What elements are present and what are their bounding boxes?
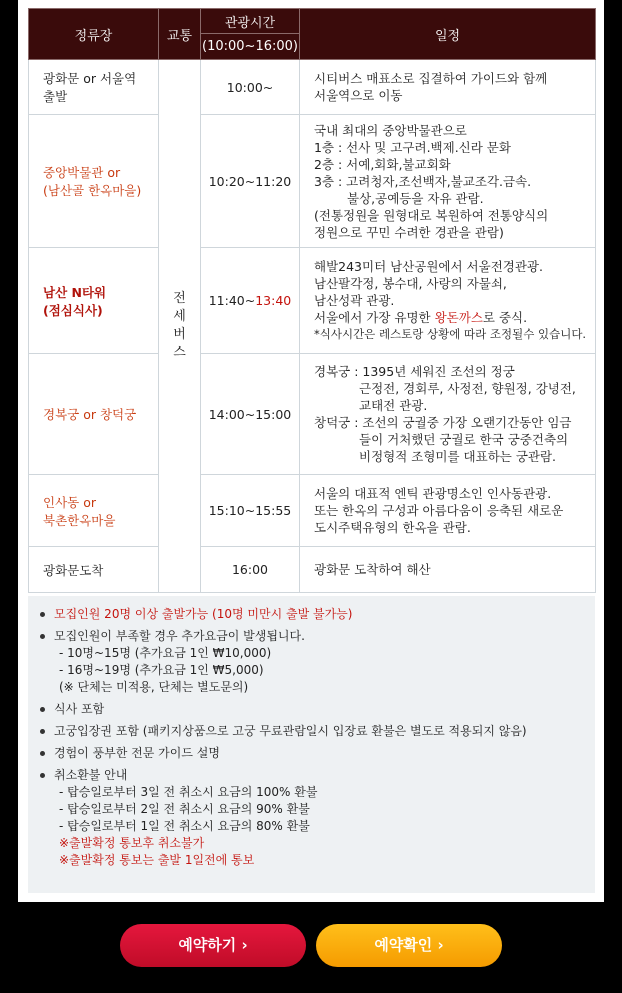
table-row <box>29 60 596 115</box>
header-stop: 정류장 <box>29 9 159 60</box>
note-guide: 경험이 풍부한 전문 가이드 설명 <box>54 745 595 762</box>
time-cell: 10:20~11:20 <box>201 115 300 248</box>
schedule-panel <box>18 0 604 902</box>
check-reservation-button[interactable]: 예약확인 › <box>316 924 502 967</box>
book-button[interactable]: 예약하기 › <box>120 924 306 967</box>
table-row <box>29 115 596 248</box>
stop-cell: 경복궁 or 창덕궁 <box>29 354 159 475</box>
stop-cell: 인사동 or 북촌한옥마을 <box>29 475 159 547</box>
stop-cell: 광화문도착 <box>29 547 159 593</box>
header-time: 관광시간 <box>201 9 300 34</box>
desc-cell: 시티버스 매표소로 집결하여 가이드와 함께 서울역으로 이동 <box>300 60 596 115</box>
notes-box <box>28 596 595 893</box>
time-cell: 14:00~15:00 <box>201 354 300 475</box>
table-row <box>29 547 596 593</box>
time-cell: 15:10~15:55 <box>201 475 300 547</box>
note-min-people: 모집인원 20명 이상 출발가능 (10명 미만시 출발 불가능) <box>54 606 595 623</box>
stop-cell: 중앙박물관 or (남산골 한옥마을) <box>29 115 159 248</box>
desc-cell: 경복궁 : 1395년 세워진 조선의 정궁 근정전, 경회루, 사정전, 향원정, 강녕전, 교태전 관광. 창덕궁 : 조선의 궁궐중 가장 오랜기간동안 임금 들이 거처했던 궁궐로 한국 궁중건축의 비정형적 조형미를 대표하는 궁관람. <box>300 354 596 475</box>
table-row <box>29 354 596 475</box>
desc-cell: 국내 최대의 중앙박물관으로 1층 : 선사 및 고구려.백제.신라 문화 2층 : 서예,회화,불교회화 3층 : 고려청자,조선백자,불교조각.금속. 불상,공예등을 자유 관람. (전통정원을 원형대로 복원하여 전통양식의 정원으로 꾸민 수려한 경관을 관람) <box>300 115 596 248</box>
transport-cell <box>159 60 201 593</box>
stop-cell: 남산 N타워 (점심식사) <box>29 248 159 354</box>
note-palace-ticket: 고궁입장권 포함 (패키지상품으로 고궁 무료관람일시 입장료 환불은 별도로 적용되지 않음) <box>54 723 595 740</box>
time-cell: 11:40~13:40 <box>201 248 300 354</box>
header-transport: 교통 <box>159 9 201 60</box>
header-schedule: 일정 <box>300 9 596 60</box>
table-row <box>29 248 596 354</box>
table-row <box>29 475 596 547</box>
stop-cell: 광화문 or 서울역 출발 <box>29 60 159 115</box>
time-cell: 10:00~ <box>201 60 300 115</box>
desc-cell: 서울의 대표적 엔틱 관광명소인 인사동관광. 또는 한옥의 구성과 아름다움이 응축된 새로운 도시주택유형의 한옥을 관람. <box>300 475 596 547</box>
note-meal: 식사 포함 <box>54 701 595 718</box>
desc-cell: 광화문 도착하여 해산 <box>300 547 596 593</box>
note-surcharge: 모집인원이 부족할 경우 추가요금이 발생됩니다. - 10명~15명 (추가요금 1인 ₩10,000) - 16명~19명 (추가요금 1인 ₩5,000) (※ 단체는 미적용, 단체는 별도문의) <box>54 628 595 696</box>
transport-value: 전세버스 <box>173 291 186 360</box>
time-cell: 16:00 <box>201 547 300 593</box>
header-time-range: (10:00~16:00) <box>201 34 300 60</box>
schedule-table <box>28 8 596 593</box>
note-refund: 취소환불 안내 - 탑승일로부터 3일 전 취소시 요금의 100% 환불 - 탑승일로부터 2일 전 취소시 요금의 90% 환불 - 탑승일로부터 1일 전 취소시 요금의 80% 환불 ※출발확정 통보후 취소불가 ※출발확정 통보는 출발 1일전에 통보 <box>54 767 595 869</box>
desc-cell: 해발243미터 남산공원에서 서울전경관광. 남산팔각정, 봉수대, 사랑의 자물쇠, 남산성곽 관광. 서울에서 가장 유명한 왕돈까스로 중식. *식사시간은 레스토랑 상황에 따라 조정될수 있습니다. <box>300 248 596 354</box>
